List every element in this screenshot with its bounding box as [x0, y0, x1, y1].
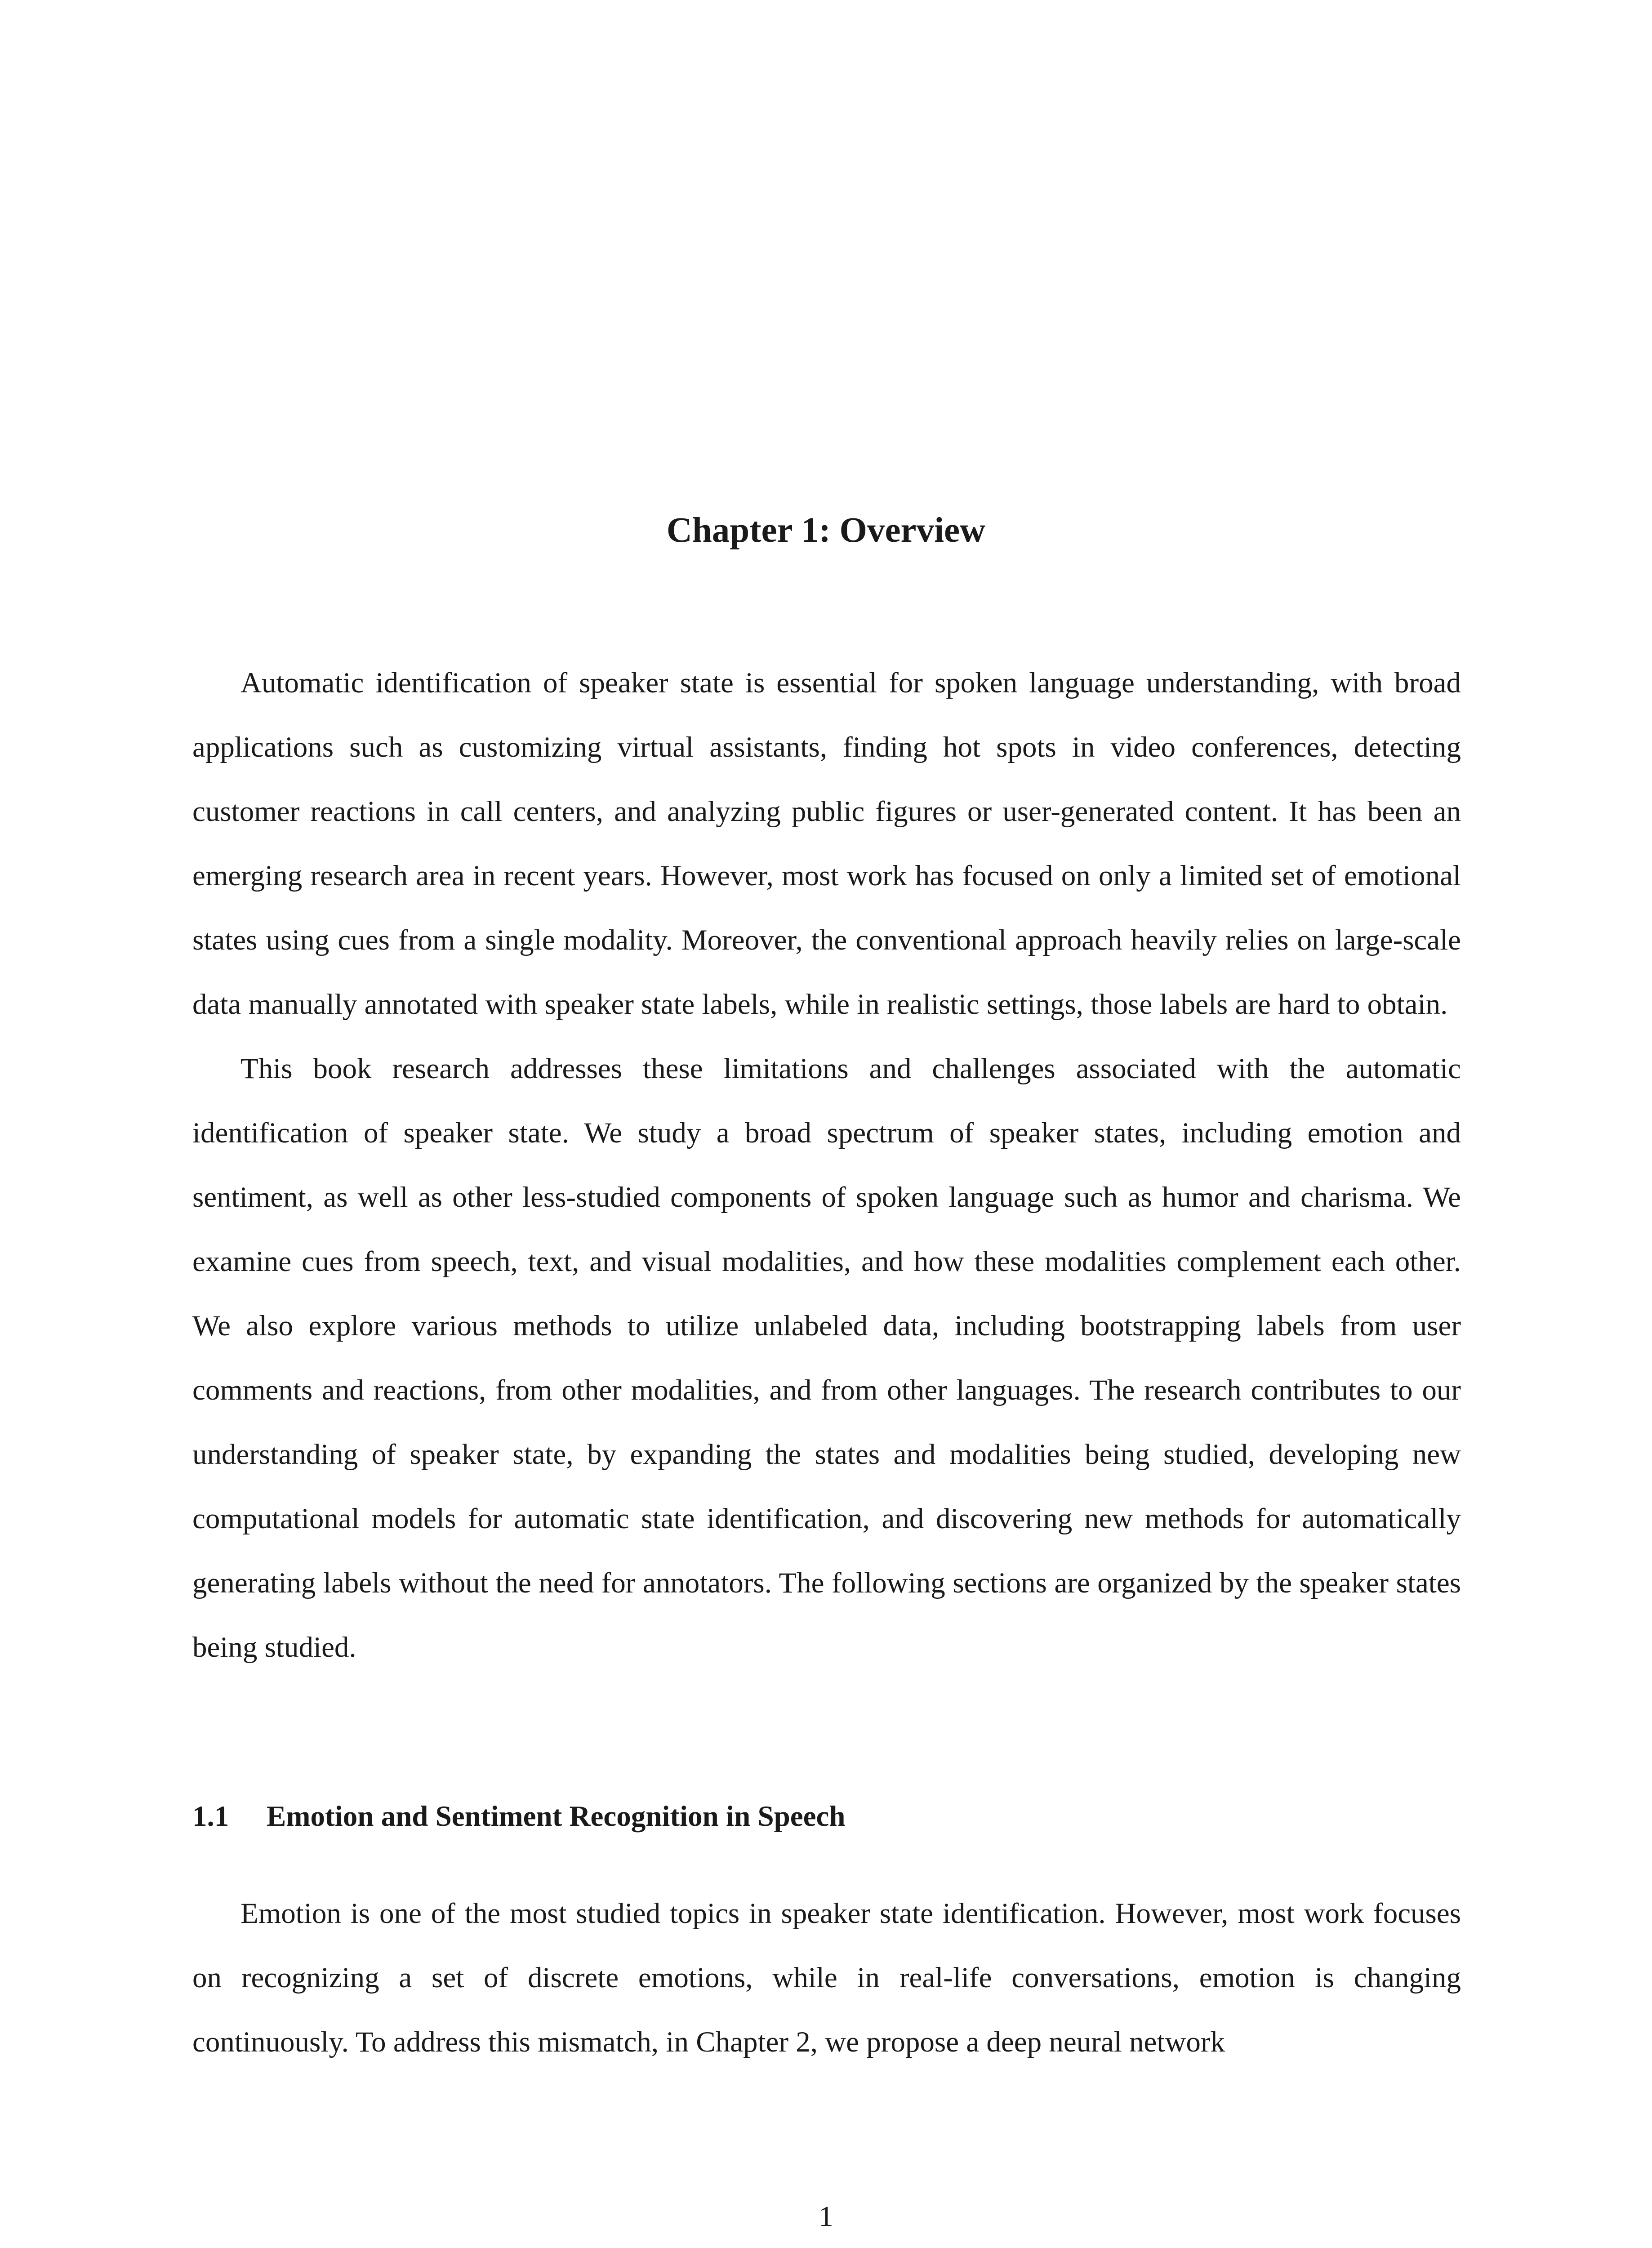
intro-paragraph-2: This book research addresses these limitations and challenges associated with the automatic identification of speaker state. We study a broad spectrum of speaker states, including emotion and sentiment, as well as other less-studied components of spoken language such as humor and charisma. We examine cues from speech, text, and visual modalities, and how these modalities complement each other. We also explore various methods to utilize unlabeled data, including bootstrapping labels from user comments and reactions, from other modalities, and from other languages. The research contributes to our understanding of speaker state, by expanding the states and modalities being studied, developing new computational models for automatic state identification, and discovering new methods for automatically generating labels without the need for annotators. The following sections are organized by the speaker states being studied. [192, 1053, 1461, 1664]
section-body [192, 1882, 1461, 2074]
section-number: 1.1 [192, 1800, 229, 1833]
page-number: 1 [819, 2200, 833, 2233]
chapter-title: Chapter 1: Overview [666, 511, 986, 550]
section-heading [192, 1794, 1461, 1839]
section-paragraph-1: Emotion is one of the most studied topics in speaker state identification. However, most work focuses on recognizing a set of discrete emotions, while in real-life conversations, emotion is changing continuously. To address this mismatch, in Chapter 2, we propose a deep neural network [192, 1897, 1461, 2058]
intro-paragraph-1: Automatic identification of speaker state is essential for spoken language understanding, with broad applications such as customizing virtual assistants, finding hot spots in video conferences, detecting customer reactions in call centers, and analyzing public figures or user-generated content. It has been an emerging research area in recent years. However, most work has focused on only a limited set of emotional states using cues from a single modality. Moreover, the conventional approach heavily relies on large-scale data manually annotated with speaker state labels, while in realistic settings, those labels are hard to obtain. [192, 667, 1461, 1021]
intro-body [192, 651, 1461, 1680]
section-title: Emotion and Sentiment Recognition in Speech [267, 1800, 846, 1833]
